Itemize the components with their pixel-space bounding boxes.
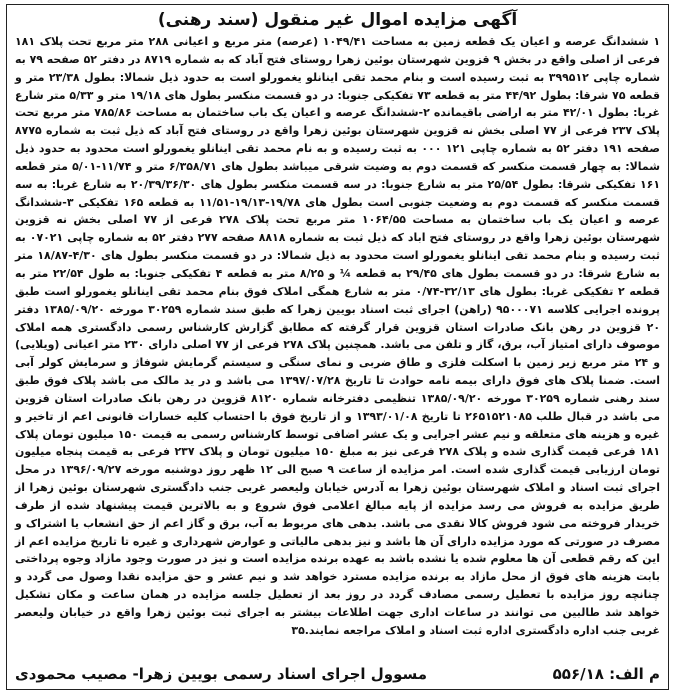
notice-reference: م الف: ۵۵۶/۱۸: [552, 665, 660, 683]
notice-title: آگهی مزایده اموال غیر منقول (سند رهنی): [157, 10, 518, 30]
auction-notice: [6, 4, 669, 690]
notice-signature: مسوول اجرای اسناد رسمی بویین زهرا- مصیب محمودی: [15, 665, 428, 683]
notice-body: ۱ ششدانگ عرصه و اعیان یک قطعه زمین به مساحت ۱۰۴۹/۴۱ (عرصه) متر مربع و اعیانی ۲۸۸ متر مربع تحت پلاک ۱۸۱ فرعی از اصلی واقع در بخش ۹ قزوین شهرستان بوئین زهرا روستای فتح آباد که به شماره ۸۷۱۹ در دفتر ۵۲ صفحه ۷۹ به شماره چاپی ۳۹۹۵۱۲ به ثبت رسیده است و بنام محمد تقی اینانلو یغمورلو است به حدود ذیل شمالا: بطول ۲۳/۳۸ متر و قطعه ۷۵ شرقا: بطول ۴۴/۹۲ متر به قطعه ۷۳ تفکیکی جنوبا: در دو قسمت منکسر بطول های ۱۹/۱۸ متر و ۵/۳۳ متر شارع غربا: بطول ۴۲/۰۱ متر به اراضی باقیمانده ۲-ششدانگ عرصه و اعیان یک باب ساختمان به مساحت ۷۸۵/۸۶ متر مربع تحت پلاک ۲۳۷ فرعی از ۷۷ اصلی بخش نه قزوین شهرستان بوئین زهرا واقع در روستای فتح آباد که ذیل ثبت به شماره ۸۷۷۵ صفحه ۱۹۱ دفتر ۵۲ به شماره چاپی ۱۲۱ ۰۰۰ به ثبت رسیده و به نام محمد تقی اینانلو یغمورلو است محدود به حدود ذیل شمالا: به چهار قسمت منکسر که قسمت دوم به وضیت شرقی میباشد بطول های ۶/۳۵۸/۷۱ متر و ۱۱/۷۴-۵/۰۱ متر قطعه ۱۶۱ تفکیکی شرقا: بطول ۲۵/۵۴ متر به شارع جنوبا: در سه قسمت منکسر بطول های ۲۰/۳۹/۳۶/۳۰ به شارع غربا: به سه قسمت منکسر که قسمت دوم به وضعیت جنوبی است بطول های ۱۹/۷۸-۱۹/۱۳-۱۱/۵۱ به قطعه ۱۶۵ تفکیکی ۳-ششدانگ عرصه و اعیان یک باب ساختمان به مساحت ۱۰۶۴/۵۵ متر مربع تحت پلاک ۲۷۸ فرعی از ۷۷ اصلی بخش نه قزوین شهرستان بوئین زهرا واقع در روستای فتح اباد که ذیل ثبت به شماره ۸۸۱۸ صفحه ۲۷۷ دفتر ۵۲ به شماره چاپی ۰۷۰۲۱ به ثبت رسیده و بنام محمد تقی اینانلو یغمورلو است محدود به ذیل شمالا: در دو قسمت منکسر بطول های ۴/۳۰-۱۸/۸۷ متر به شارع شرقا: در دو قسمت بطول های ۲۹/۴۵ به قطعه ¼ و ۸/۲۵ متر به قطعه ۴ تفکیکی جنوبا: به طول ۲۲/۵۴ متر به قطعه ۲ تفکیکی غربا: بطول های ۳۲/۱۳-۰/۷۴ متر به شارع همگی املاک فوق بنام محمد تقی اینانلو یغمورلو است طبق پرونده اجرایی کلاسه ۹۵۰۰۰۷۱ (راهن) اجرای ثبت اسناد بویین زهرا که طبق سند شماره ۳۰۲۵۹ مورخه ۱۳۸۵/۰۹/۲۰ دفتر ۲۰ قزوین در رهن بانک صادرات استان قزوین قرار گرفته که مطابق گزارش کارشناس رسمی دادگستری همه املاک موصوف دارای امتیاز آب، برق، گاز و تلفن می باشد. همچنین پلاک ۲۷۸ فرعی از ۷۷ اصلی دارای ۲۳۰ متر اعیانی (ویلایی) و ۲۴ متر مربع زیر زمین با اسکلت فلزی و طاق ضربی و نمای سنگی و سیستم گرمایش شوفاژ و سرمایش کولر آبی است. ضمنا پلاک های فوق دارای بیمه نامه حوادث تا تاریخ ۱۳۹۷/۰۷/۲۸ می باشد و در ید مالک می باشد پلاک فوق طبق سند رهنی شماره ۳۰۲۵۹ مورخه ۱۳۸۵/۰۹/۲۰ تنظیمی دفترخانه شماره ۸۱۲۰ قزوین در رهن بانک صادرات استان قزوین می باشد در قبال طلب ۲۶۵۱۵۲۱۰۸۵ تا تاریخ ۱۳۹۳/۰۱/۰۸ و از تاریخ فوق با احتساب کلیه خسارات قانونی اعم از تاخیر و غیره و هزینه های متعلقه و نیم عشر اجرایی و یک عشر اضافی توسط کارشناس رسمی به قیمت ۱۵۰ میلیون تومان پلاک ۱۸۱ فرعی قیمت گذاری شده و پلاک ۲۷۸ فرعی نیز به مبلغ ۱۵۰ میلیون تومان و پلاک ۲۳۷ فرعی به قیمت پنجاه میلیون تومان ارزیابی قیمت گذاری شده است. امر مزایده از ساعت ۹ صبح الی ۱۲ ظهر روز دوشنبه مورخه ۱۳۹۶/۰۹/۲۷ در محل اجرای ثبت اسناد و املاک شهرستان بوئین زهرا به آدرس خیابان ولیعصر غربی جنب دادگستری شهرستان بوئین زهرا از طریق مزایده به فروش می رسد مزایده از پایه مبالغ اعلامی فوق شروع و به بالاترین قیمت پیشنهاد شده از طرف خریدار فروخته می شود فروش کالا نقدی می باشد. بدهی های مربوط به آب، برق و گاز اعم از حق انشعاب یا اشتراک و مصرف در صورتی که مورد مزایده دارای آن ها باشد و نیز بدهی مالیاتی و عوارض شهرداری و غیره تا تاریخ مزایده اعم از این که رقم قطعی آن ها معلوم شده یا نشده باشد به عهده برنده مزایده است و نیز در صورت وجود مازاد وجوه پرداختی بابت هزینه های فوق از محل مازاد به برنده مزایده مسترد خواهد شد و نیم عشر و حق مزایده نقدا وصول می گردد و چنانچه روز مزایده با تعطیل رسمی مصادف گردد در روز بعد از تعطیل جلسه مزایده در همان ساعت و مکان تشکیل خواهد شد طالبین می توانند در ساعات اداری جهت اطلاعات بیشتر به اجرای ثبت بوئین زهرا واقع در خیابان ولیعصر غربی جنب اداره دادگستری اداره ثبت اسناد و املاک مراجعه نمایند.۳۵: [15, 35, 661, 637]
notice-footer: [15, 663, 660, 685]
